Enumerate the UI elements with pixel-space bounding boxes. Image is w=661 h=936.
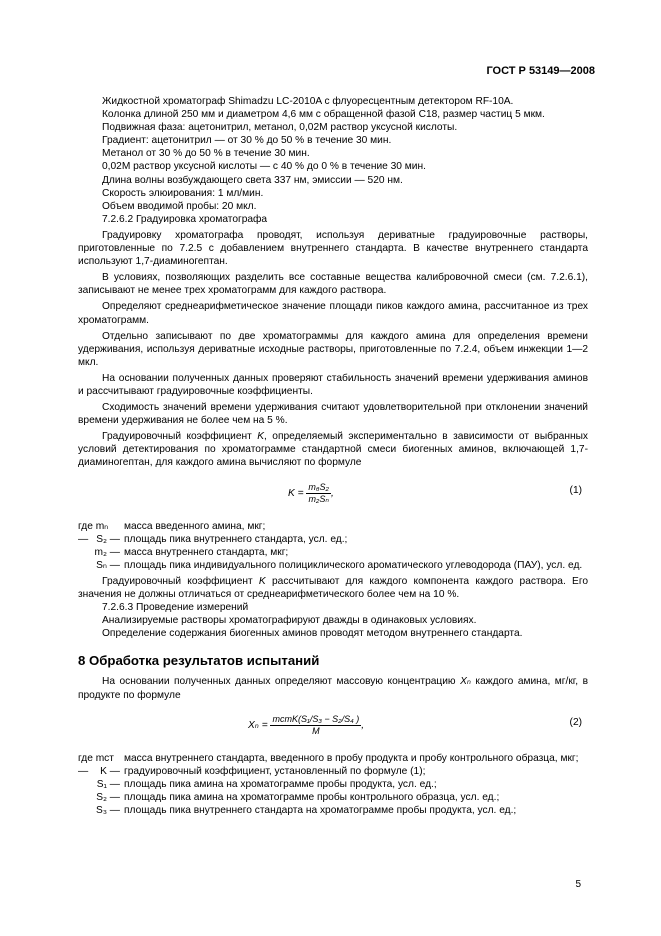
subsection-heading-calibration: 7.2.6.2 Градуировка хроматографа: [102, 213, 268, 225]
methanol-line: Метанол от 30 % до 50 % в течение 30 мин.: [102, 148, 310, 160]
formula-1-number: (1): [569, 484, 582, 496]
paragraph: На основании полученных данных проверяют стабильность значений времени удерживания аминов и рассчитывают градуировочные коэффициенты.: [78, 372, 588, 397]
paragraph: Анализируемые растворы хроматографируют дважды в одинаковых условиях.: [102, 615, 477, 627]
paragraph: Определение содержания биогенных аминов проводят методом внутреннего стандарта.: [102, 628, 523, 640]
section-8-heading: 8 Обработка результатов испытаний: [78, 653, 320, 669]
definition-item: m₂ — масса внутреннего стандарта, мкг;: [94, 546, 289, 558]
paragraph: В условиях, позволяющих разделить все составные вещества калибровочной смеси (см. 7.2.6.1), записывают не менее трех хроматограмм для каждого раствора.: [78, 272, 588, 297]
paragraph: Определяют среднеарифметическое значение площади пиков каждого амина, рассчитанное из трех хроматограмм.: [78, 301, 588, 326]
page-number: 5: [575, 879, 581, 890]
formula-1: [78, 480, 588, 514]
section-8-intro: На основании полученных данных определяют массовую концентрацию Xₙ каждого амина, мг/кг, в продукте по формуле: [78, 676, 588, 701]
coefficient-paragraph: Градуировочный коэффициент K, определяемый экспериментально в зависимости от выбранных условий детектирования по хроматограмме стандартной смеси биогенных аминов, включающей 1,7-диаминогептан, для каждого амина вычисляют по формуле: [78, 431, 588, 469]
column-line: Колонка длиной 250 мм и диаметром 4,6 мм с обращенной фазой С18, размер частиц 5 мкм.: [102, 109, 545, 121]
page-body: [78, 95, 588, 817]
formula-2-definitions: [78, 752, 588, 817]
mobile-phase-line: Подвижная фаза: ацетонитрил, метанол, 0,02М раствор уксусной кислоты.: [102, 122, 458, 134]
elution-rate-line: Скорость элюирования: 1 мл/мин.: [102, 187, 264, 199]
paragraph: Отдельно записывают по две хроматограммы для каждого амина для определения времени удерживания, используя дериватные исходные растворы, приготовленные по 7.2.4, объем инжекции 1—2 мкл.: [78, 330, 588, 368]
formula-2-expression: Xₙ = $\frac{\text{mстK(S₁/S₃ − S₂/S₄ )}}{M}$ ,: [248, 713, 365, 736]
formula-2-fraction: [270, 714, 361, 737]
formula-1-lhs: K =: [288, 487, 304, 499]
subsection-heading-measurements: 7.2.6.3 Проведение измерений: [102, 602, 249, 614]
formula-2-denominator: M: [312, 725, 320, 736]
definition-item: Sₙ — площадь пика индивидуального полициклического ароматического углеводорода (ПАУ), усл. ед.: [96, 559, 583, 571]
definition-item: где mст — масса внутреннего стандарта, введенного в пробу продукта и пробу контрольного образца, мкг;: [78, 752, 579, 777]
formula-1-expression: K = $\frac{\text{m₆S₂}}{\text{m₂Sₙ}}$ ,: [288, 481, 334, 504]
injection-volume-line: Объем вводимой пробы: 20 мкл.: [102, 200, 257, 212]
gradient-line: Градиент: ацетонитрил — от 30 % до 50 % в течение 30 мин.: [102, 135, 392, 147]
definition-item: где mₙ — масса введенного амина, мкг;: [78, 520, 266, 545]
definition-item: S₂ — площадь пика внутреннего стандарта, усл. ед.;: [96, 533, 348, 545]
formula-2: [78, 712, 588, 746]
wavelength-line: Длина волны возбуждающего света 337 нм, эмиссии — 520 нм.: [102, 174, 403, 186]
definition-item: S₃ — площадь пика внутреннего стандарта на хроматограмме пробы продукта, усл. ед.;: [96, 805, 517, 817]
formula-1-denominator: m₂Sₙ: [308, 493, 329, 504]
acetic-acid-line: 0,02М раствор уксусной кислоты — с 40 % до 0 % в течение 30 мин.: [102, 161, 426, 173]
formula-1-numerator: m₆S₂: [308, 481, 329, 492]
formula-2-number: (2): [569, 716, 582, 728]
definition-item: S₁ — площадь пика амина на хроматограмме пробы продукта, усл. ед.;: [96, 778, 437, 790]
equipment-line: Жидкостной хроматограф Shimadzu LC-2010A с флуоресцентным детектором RF-10A.: [102, 96, 514, 107]
paragraph: Градуировку хроматографа проводят, используя дериватные градуировочные растворы, приготовленные по 7.2.5 с добавлением внутреннего стандарта. В качестве внутреннего стандарта используют 1,7-диаминогептан.: [78, 229, 588, 268]
coefficient-note: Градуировочный коэффициент K рассчитывают для каждого компонента каждого раствора. Его значения не должны отличаться от среднеарифметического более чем на 10 %.: [78, 575, 588, 600]
formula-2-numerator: mстK(S₁/S₃ − S₂/S₄ ): [272, 713, 360, 724]
formula-2-lhs: Xₙ =: [248, 719, 268, 731]
formula-1-fraction: [306, 482, 331, 505]
formula-1-definitions: [78, 520, 588, 572]
definition-item: S₂ — площадь пика амина на хроматограмме пробы контрольного образца, усл. ед.;: [96, 791, 500, 803]
paragraph: Сходимость значений времени удерживания считают удовлетворительной при отклонении значений времени удерживания не более чем на 5 %.: [78, 402, 588, 427]
definition-item: K — градуировочный коэффициент, установленный по формуле (1);: [100, 765, 426, 777]
standard-code: ГОСТ Р 53149—2008: [486, 65, 595, 77]
